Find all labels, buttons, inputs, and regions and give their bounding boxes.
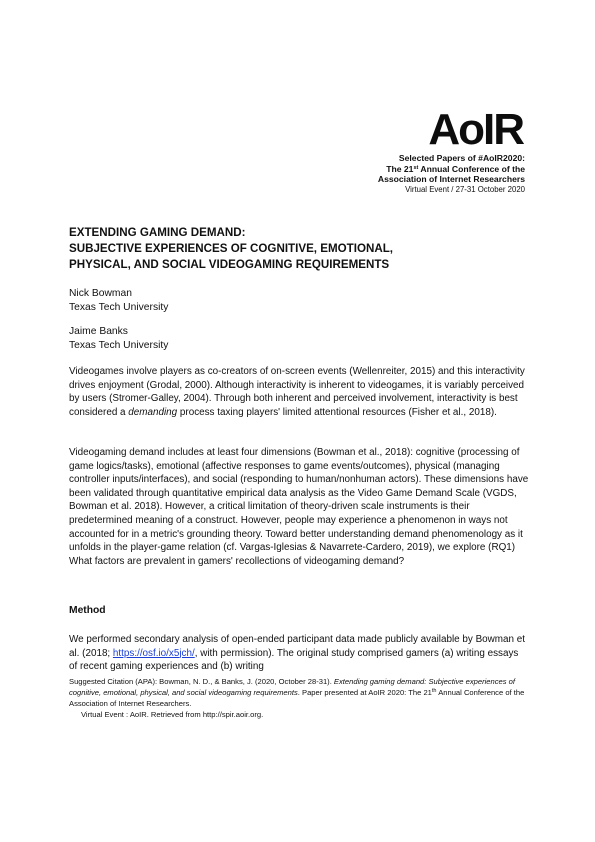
paragraph-method [69,633,529,674]
paragraph-intro-pre: Videogames involve players as co-creators of on-screen events (Wellenreiter, 2015) and this interactivity drives enjoyment (Grodal, 2000). Although interactivity is inherent to videogames, it is variably perceived by users (Stromer-Galley, 2004). Through both inherent and perceived involvement, interactivity is best considered a [69,366,525,418]
header-line-4: Virtual Event / 27-31 October 2020 [405,184,525,194]
header-line-2-post: Annual Conference of the [418,163,525,174]
author-1 [69,287,168,314]
header-line-2 [378,164,525,175]
title-line-3: PHYSICAL, AND SOCIAL VIDEOGAMING REQUIREMENTS [69,258,390,272]
author-2 [69,325,168,352]
paragraph-method-pre: We performed secondary analysis of open-ended participant data made publicly available by Bowman et al. (2018; [69,634,525,659]
citation-title: Extending gaming demand: Subjective experiences of cognitive, emotional, physical, and social videogaming requirements [69,677,516,697]
header-line-2-pre: The 21 [386,163,414,174]
title-line-1: EXTENDING GAMING DEMAND: [69,226,246,239]
aoir-logo: AoIR [428,105,523,154]
paragraph-intro-em: demanding [128,406,178,418]
conference-header [378,153,525,195]
header-line-2-sup: st [413,164,419,171]
citation-sup: th [431,688,437,694]
osf-link[interactable]: https://osf.io/x5jch/ [112,647,195,659]
header-line-3: Association of Internet Researchers [377,174,525,185]
paragraph-demand: Videogaming demand includes at least four dimensions (Bowman et al., 2018): cognitive (processing of game logics/tasks), emotional (affective responses to game events/outcomes), physical (managing controller inputs/interfaces), and social (responding to human/nonhuman actors). These dimensions have been validated through quantitative empirical data analysis as the Video Game Demand Scale (VGDS, Bowman et al. 2018). However, a critical limitation of theory-driven scale instruments is their predetermined meaning of a construct. However, people may experience a phenomenon in ways not accounted for in a metric's grounding theory. Toward better understanding demand phenomenology as it unfolds in the player-game relation (cf. Vargas-Iglesias & Navarrete-Cardero, 2019), we explore (RQ1) What factors are prevalent in gamers' recollections of videogaming demand? [69,447,529,567]
paragraph-method-post: , with permission). The original study comprised gamers (a) writing essays of recent gaming experiences and (b) writing [69,647,519,673]
citation-mid: . Paper presented at AoIR 2020: The 21 [297,688,432,697]
citation-pre: Suggested Citation (APA): Bowman, N. D., & Banks, J. (2020, October 28-31). [69,677,334,686]
author-affiliation: Texas Tech University [69,339,169,351]
author-affiliation: Texas Tech University [69,301,169,313]
author-name: Nick Bowman [69,288,132,299]
citation-line-2: Virtual Event : AoIR. Retrieved from http://spir.aoir.org. [81,710,264,719]
author-name: Jaime Banks [69,326,128,337]
paragraph-intro-post: process taxing players' limited attentional resources (Fisher et al., 2018). [177,406,497,418]
citation-post: Annual Conference of the Association of Internet Researchers. [69,688,525,708]
paper-title [69,225,539,274]
header-line-1: Selected Papers of #AoIR2020: [398,153,525,163]
suggested-citation [69,676,529,720]
title-line-2: SUBJECTIVE EXPERIENCES OF COGNITIVE, EMOTIONAL, [69,242,394,256]
method-heading: Method [69,605,106,616]
paragraph-intro [69,365,529,419]
